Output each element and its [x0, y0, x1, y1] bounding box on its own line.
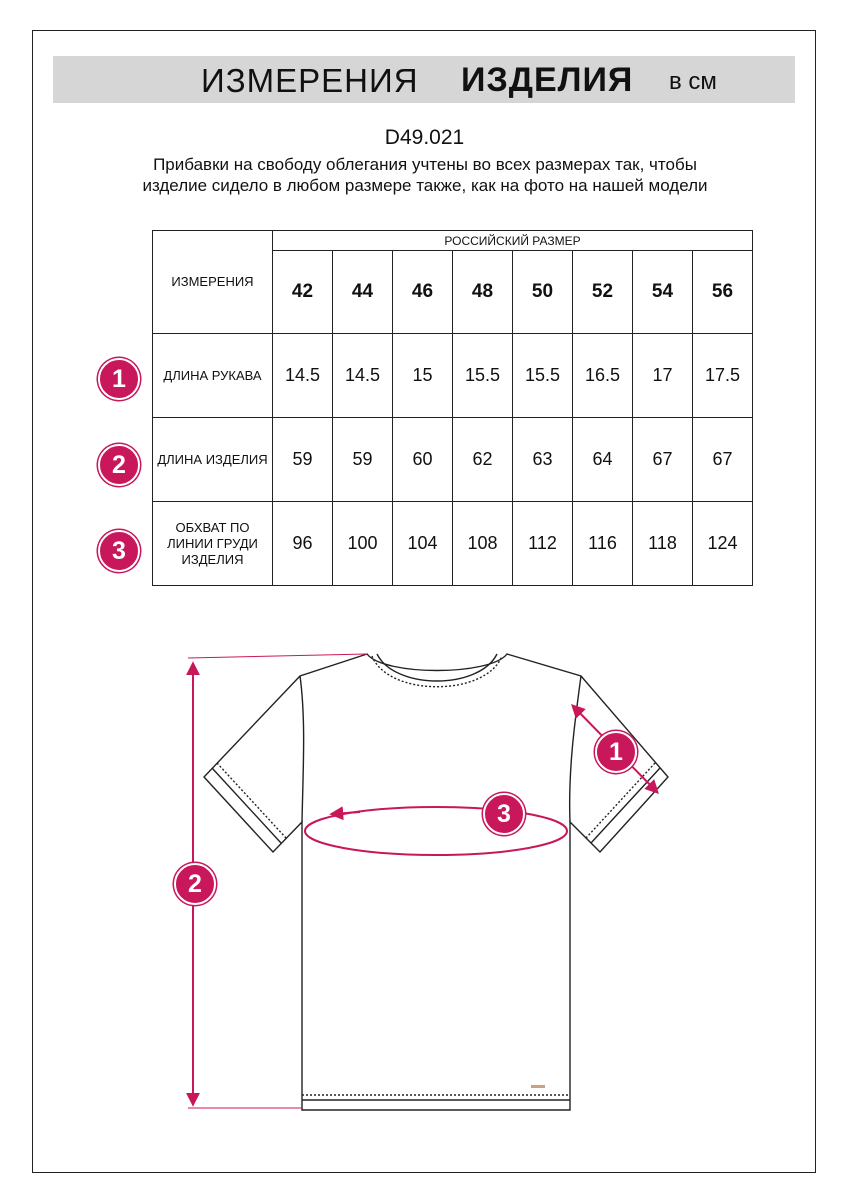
table-cell: 15.5 [453, 334, 513, 418]
table-cell: 62 [453, 418, 513, 502]
product-code: D49.021 [384, 126, 465, 149]
row-label: ДЛИНА ИЗДЕЛИЯ [153, 418, 273, 502]
table-cell: 16.5 [573, 334, 633, 418]
unit-label: в см [669, 68, 717, 95]
table-cell: 108 [453, 502, 513, 586]
diagram-marker-length: 2 [174, 863, 216, 905]
table-cell: 96 [273, 502, 333, 586]
diagram-marker-sleeve: 1 [595, 731, 637, 773]
table-cell: 14.5 [333, 334, 393, 418]
diagram-marker-chest: 3 [483, 793, 525, 835]
table-cell: 15 [393, 334, 453, 418]
table-cell: 15.5 [513, 334, 573, 418]
table-cell: 112 [513, 502, 573, 586]
row-marker-chest: 3 [98, 530, 140, 572]
size-header: 44 [333, 251, 393, 334]
table-cell: 59 [333, 418, 393, 502]
table-cell: 59 [273, 418, 333, 502]
table-cell: 116 [573, 502, 633, 586]
size-header: 48 [453, 251, 513, 334]
row-label: ДЛИНА РУКАВА [153, 334, 273, 418]
table-cell: 17.5 [693, 334, 753, 418]
size-header: 56 [693, 251, 753, 334]
table-cell: 63 [513, 418, 573, 502]
chest-measure [305, 807, 567, 855]
table-cell: 124 [693, 502, 753, 586]
table-cell: 14.5 [273, 334, 333, 418]
size-header: 52 [573, 251, 633, 334]
table-cell: 60 [393, 418, 453, 502]
fit-note: Прибавки на свободу облегания учтены во всех размерах так, чтобы изделие сидело в любом размере также, как на фото на нашей модели [142, 155, 708, 195]
tshirt-outline [204, 654, 668, 1110]
corner-label: ИЗМЕРЕНИЯ [153, 231, 273, 334]
table-cell: 17 [633, 334, 693, 418]
table-cell: 64 [573, 418, 633, 502]
row-label: ОБХВАТ ПО ЛИНИИ ГРУДИ ИЗДЕЛИЯ [153, 502, 273, 586]
title-regular: ИЗМЕРЕНИЯ [201, 62, 419, 99]
label-tag [531, 1085, 545, 1088]
size-header: 50 [513, 251, 573, 334]
table-cell: 104 [393, 502, 453, 586]
size-header: 42 [273, 251, 333, 334]
table-cell: 67 [633, 418, 693, 502]
size-header: 46 [393, 251, 453, 334]
row-marker-length: 2 [98, 444, 140, 486]
table-cell: 118 [633, 502, 693, 586]
title-bold: ИЗДЕЛИЯ [461, 61, 634, 99]
table-cell: 67 [693, 418, 753, 502]
table-cell: 100 [333, 502, 393, 586]
size-header: 54 [633, 251, 693, 334]
group-header: РОССИЙСКИЙ РАЗМЕР [273, 231, 753, 251]
row-marker-sleeve: 1 [98, 358, 140, 400]
